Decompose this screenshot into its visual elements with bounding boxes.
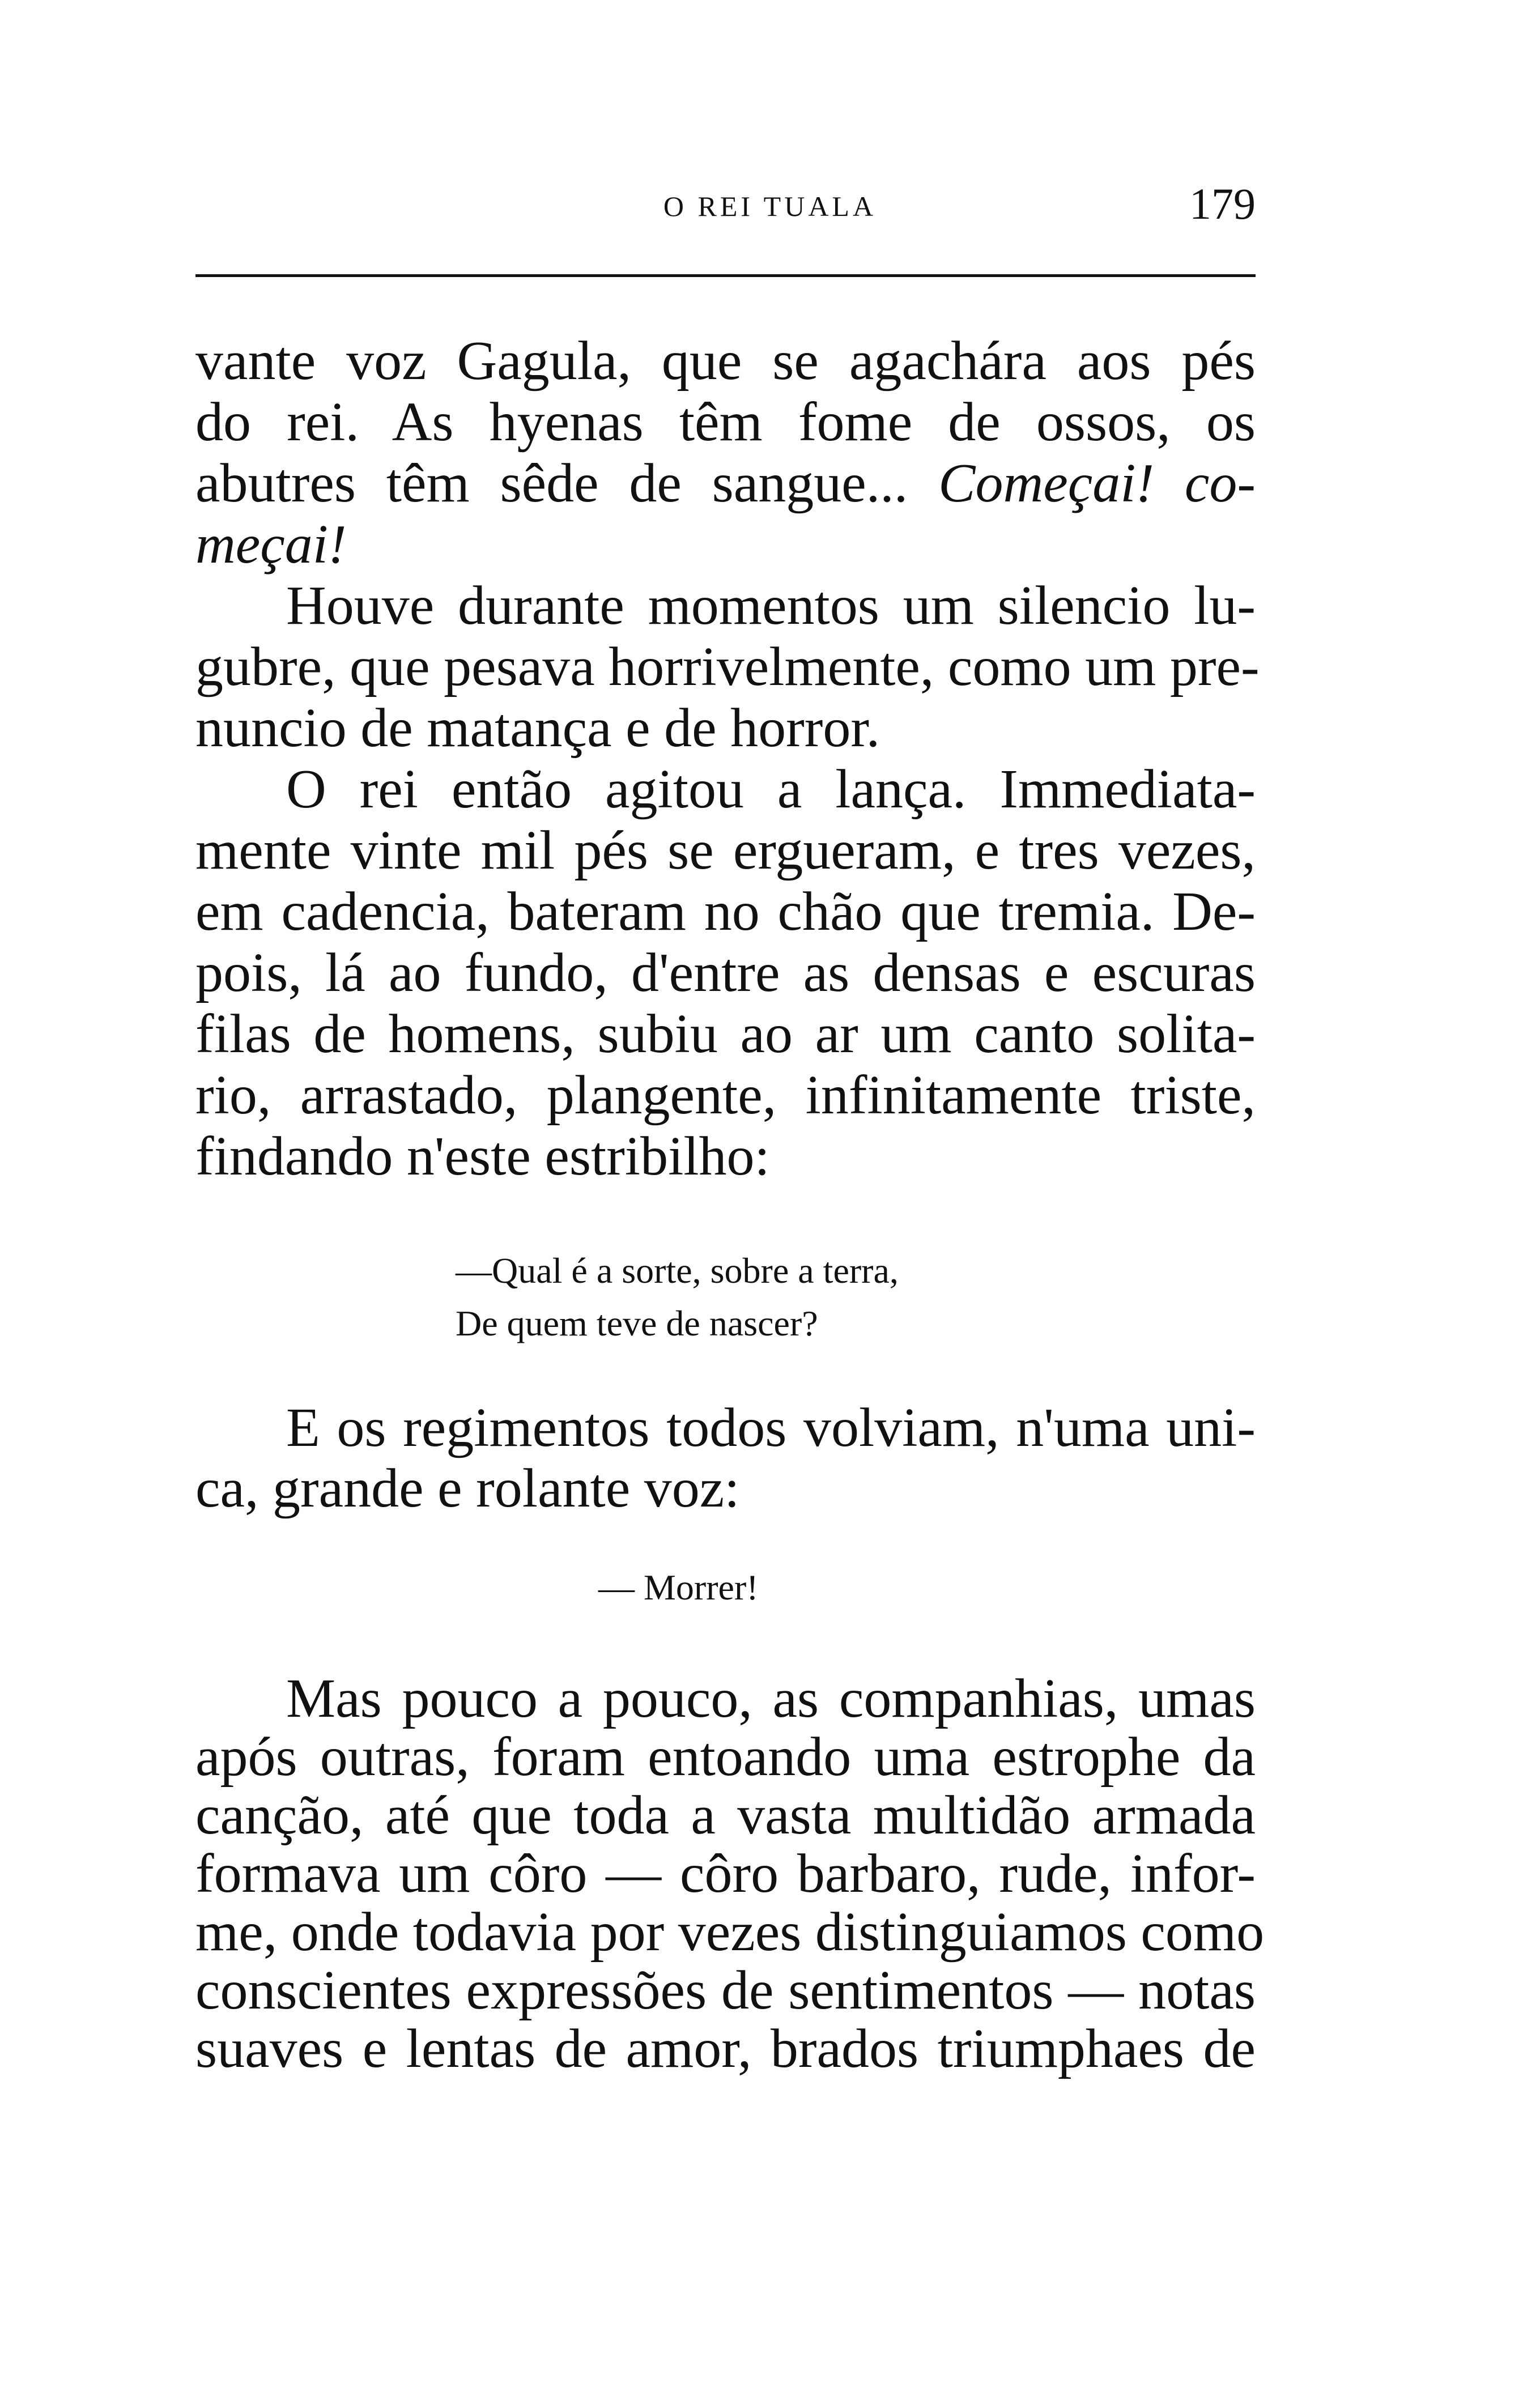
text-line: findando n'este estribilho: — [195, 1126, 770, 1187]
text-line: O rei então agitou a lança. Immediata- — [286, 759, 1256, 820]
running-title: O REI TUALA — [663, 190, 877, 222]
paragraph-block-1 — [195, 330, 1260, 1187]
text-line: rio, arrastado, plangente, infinitamente triste, — [195, 1065, 1256, 1126]
verse — [456, 1244, 899, 1350]
text-line: em cadencia, bateram no chão que tremia. De- — [195, 881, 1256, 942]
page-number: 179 — [1189, 179, 1256, 228]
text-line: após outras, foram entoando uma estrophe da — [195, 1726, 1256, 1788]
text-line: conscientes expressões de sentimentos — notas — [195, 1960, 1256, 2021]
text-span: abutres têm sêde de sangue... — [195, 453, 939, 514]
header-rule — [195, 274, 1256, 277]
text-line: vante voz Gagula, que se agachára aos pés — [195, 330, 1256, 392]
text-line: me, onde todavia por vezes distinguiamos como — [195, 1901, 1265, 1963]
text-line: gubre, que pesava horrivelmente, como um pre- — [195, 636, 1260, 697]
paragraph-block-3 — [195, 1668, 1265, 2079]
shout-line: — Morrer! — [598, 1567, 759, 1607]
text-line: suaves e lentas de amor, brados triumphaes de — [195, 2018, 1256, 2079]
text-line: filas de homens, subiu ao ar um canto solita- — [195, 1003, 1256, 1065]
italic-text: Começai! co- — [938, 453, 1256, 514]
text-line: canção, até que toda a vasta multidão armada — [195, 1785, 1256, 1846]
text-line: Houve durante momentos um silencio lu- — [286, 575, 1256, 636]
text-line: nuncio de matança e de horror. — [195, 697, 880, 759]
text-line: formava um côro — côro barbaro, rude, infor- — [195, 1843, 1256, 1904]
text-line: pois, lá ao fundo, d'entre as densas e escuras — [195, 942, 1256, 1003]
text-line: ca, grande e rolante voz: — [195, 1458, 740, 1519]
italic-text-line: meçai! — [195, 514, 347, 575]
verse-line: De quem teve de nascer? — [456, 1303, 818, 1343]
text-line — [195, 453, 1256, 514]
text-line: do rei. As hyenas têm fome de ossos, os — [195, 392, 1256, 453]
paragraph-block-2 — [195, 1398, 1256, 1519]
text-line: Mas pouco a pouco, as companhias, umas — [286, 1668, 1256, 1729]
text-line: mente vinte mil pés se ergueram, e tres vezes, — [195, 820, 1256, 881]
text-line: E os regimentos todos volviam, n'uma uni- — [286, 1397, 1256, 1458]
verse-line: —Qual é a sorte, sobre a terra, — [456, 1250, 899, 1291]
